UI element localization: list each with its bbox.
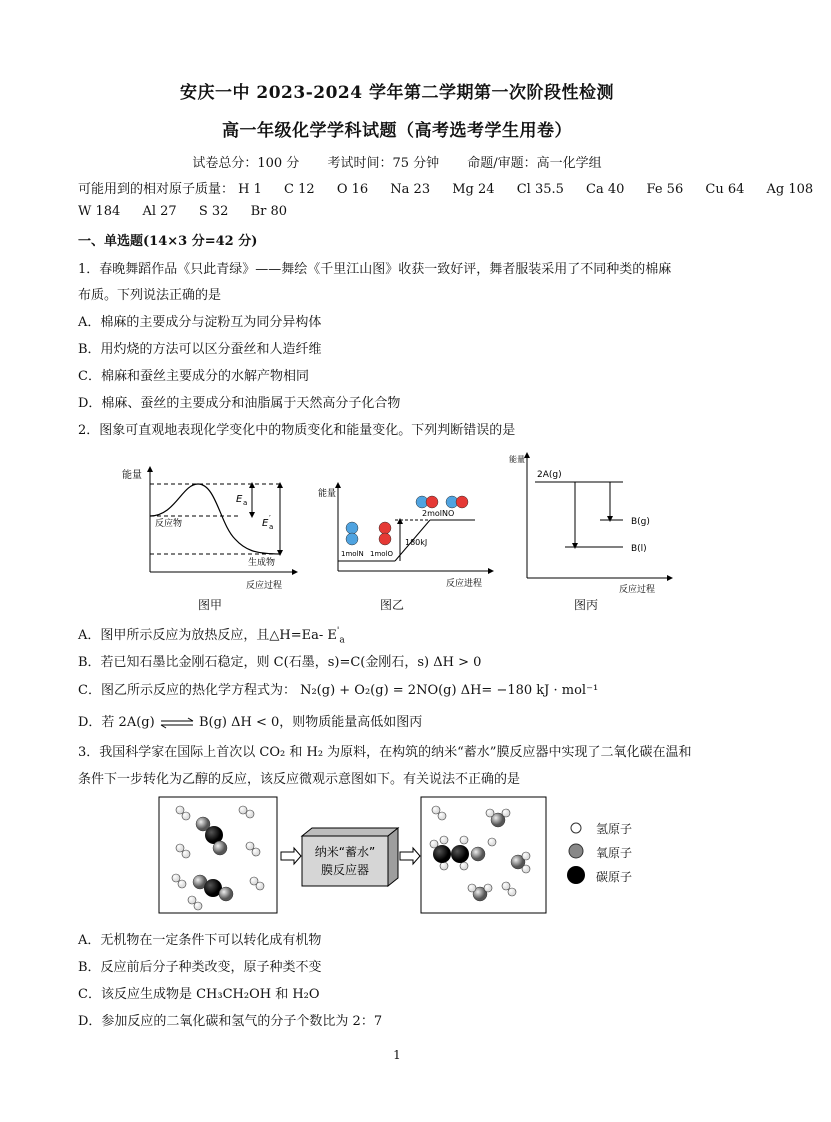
mass-item: Ag 108 — [766, 182, 814, 197]
total-score: 试卷总分：100 分 — [192, 156, 300, 171]
q1-option-d: D．棉麻、蚕丝的主要成分和油脂属于天然高分子化合物 — [78, 396, 401, 411]
mass-item: W 184 — [78, 204, 121, 219]
q3-stem-line2: 条件下一步转化为乙醇的反应，该反应微观示意图如下。有关说法不正确的是 — [78, 772, 521, 787]
mass-item: C 12 — [284, 182, 315, 197]
q3-option-b: B．反应前后分子种类改变，原子种类不变 — [78, 960, 322, 975]
q3-option-a: A．无机物在一定条件下可以转化成有机物 — [78, 933, 322, 948]
q1-stem-line2: 布质。下列说法正确的是 — [78, 288, 222, 303]
atomic-mass-row-2 — [78, 204, 305, 219]
atomic-mass-row-1 — [78, 178, 831, 197]
fig-jia-caption: 图甲 — [197, 598, 222, 612]
reactor-label-2: 膜反应器 — [320, 863, 370, 877]
fig-yi-xlabel: 反应进程 — [446, 579, 483, 589]
mass-item: Br 80 — [250, 204, 288, 219]
fig-yi-caption: 图乙 — [379, 598, 404, 612]
fig-jia-ylabel: 能量 — [122, 470, 142, 481]
mass-item: H 1 — [238, 182, 262, 197]
mass-item: Cu 64 — [705, 182, 745, 197]
q1-option-c: C．棉麻和蚕丝主要成分的水解产物相同 — [78, 369, 309, 384]
figure-yi — [310, 476, 495, 588]
exam-setter: 命题/审题：高一化学组 — [467, 156, 602, 171]
exam-title: 安庆一中 2023-2024 学年第二学期第一次阶段性检测 — [179, 83, 615, 103]
fig-bing-caption: 图丙 — [573, 598, 598, 612]
fig-yi-dh-label: 180kJ — [405, 538, 428, 547]
atom-legend-icons — [566, 818, 586, 884]
svg-text:′: ′ — [269, 514, 271, 523]
mass-item: Cl 35.5 — [516, 182, 564, 197]
legend-hydrogen: 氢原子 — [596, 822, 633, 836]
exam-meta — [0, 152, 794, 171]
q3-stem-line1: 3．我国科学家在国际上首次以 CO₂ 和 H₂ 为原料，在构筑的纳米“蓄水”膜反应器中实现了二氧化碳在温和 — [78, 745, 692, 760]
figure-bing — [505, 450, 675, 595]
reaction-diagram — [158, 796, 578, 916]
mass-item: Fe 56 — [646, 182, 684, 197]
fig-jia-ea2: E — [262, 518, 269, 529]
fig-jia-reactant: 反应物 — [155, 519, 183, 529]
mass-item: Al 27 — [142, 204, 177, 219]
fig-jia-ea2-sub: a — [269, 523, 274, 531]
fig-yi-top-label: 2molNO — [422, 509, 455, 518]
fig-jia-ea: E — [236, 494, 243, 505]
exam-subtitle: 高一年级化学学科试题（高考选考学生用卷） — [222, 121, 572, 141]
q2-option-c: C．图乙所示反应的热化学方程式为： N₂(g) + O₂(g) = 2NO(g) ΔH= −180 kJ · mol⁻¹ — [78, 683, 599, 698]
fig-yi-n2-label: 1molN — [341, 550, 364, 558]
q3-option-c: C．该反应生成物是 CH₃CH₂OH 和 H₂O — [78, 987, 320, 1002]
fig-bing-xlabel: 反应过程 — [619, 585, 656, 595]
q1-option-a: A．棉麻的主要成分与淀粉互为同分异构体 — [78, 315, 322, 330]
legend-carbon: 碳原子 — [596, 870, 633, 884]
section-heading: 一、单选题(14×3 分=42 分) — [78, 234, 258, 249]
figure-jia — [120, 464, 300, 594]
q1-option-b: B．用灼烧的方法可以区分蚕丝和人造纤维 — [78, 342, 322, 357]
mass-item: Na 23 — [390, 182, 431, 197]
mass-item: Mg 24 — [452, 182, 495, 197]
fig-yi-ylabel: 能量 — [318, 489, 337, 499]
fig-bing-ylabel: 能量 — [509, 455, 525, 464]
atomic-mass-label: 可能用到的相对原子质量： — [78, 182, 235, 197]
mass-item: S 32 — [198, 204, 229, 219]
mass-item: O 16 — [336, 182, 369, 197]
exam-time: 考试时间：75 分钟 — [327, 156, 440, 171]
fig-jia-product: 生成物 — [248, 558, 276, 568]
mass-item: Ca 40 — [586, 182, 625, 197]
q2-stem: 2．图象可直观地表现化学变化中的物质变化和能量变化。下列判断错误的是 — [78, 423, 516, 438]
fig-bing-bg: B(g) — [631, 517, 650, 527]
reactor-label-1: 纳米“蓄水” — [314, 845, 376, 859]
q2-option-b: B．若已知石墨比金刚石稳定，则 C(石墨，s)=C(金刚石，s) ΔH > 0 — [78, 655, 482, 670]
q2-option-a: A．图甲所示反应为放热反应，且△H=Ea- $E'_a$ — [78, 626, 345, 646]
page-number: 1 — [393, 1048, 401, 1062]
q1-stem-line1: 1．春晚舞蹈作品《只此青绿》——舞绘《千里江山图》收获一致好评，舞者服装采用了不同种类的棉麻 — [78, 262, 672, 277]
legend-oxygen: 氧原子 — [596, 846, 633, 860]
fig-jia-xlabel: 反应过程 — [246, 581, 283, 591]
fig-bing-bl: B(l) — [631, 544, 647, 554]
equilibrium-arrow-icon — [159, 717, 195, 729]
fig-jia-ea-sub: a — [243, 499, 248, 507]
fig-yi-o2-label: 1molO — [370, 550, 394, 558]
fig-bing-2a: 2A(g) — [537, 470, 562, 480]
q2-option-d: D．若 2A(g) B(g) ΔH < 0，则物质能量高低如图丙 — [78, 715, 423, 730]
q3-option-d: D．参加反应的二氧化碳和氢气的分子个数比为 2：7 — [78, 1014, 383, 1029]
